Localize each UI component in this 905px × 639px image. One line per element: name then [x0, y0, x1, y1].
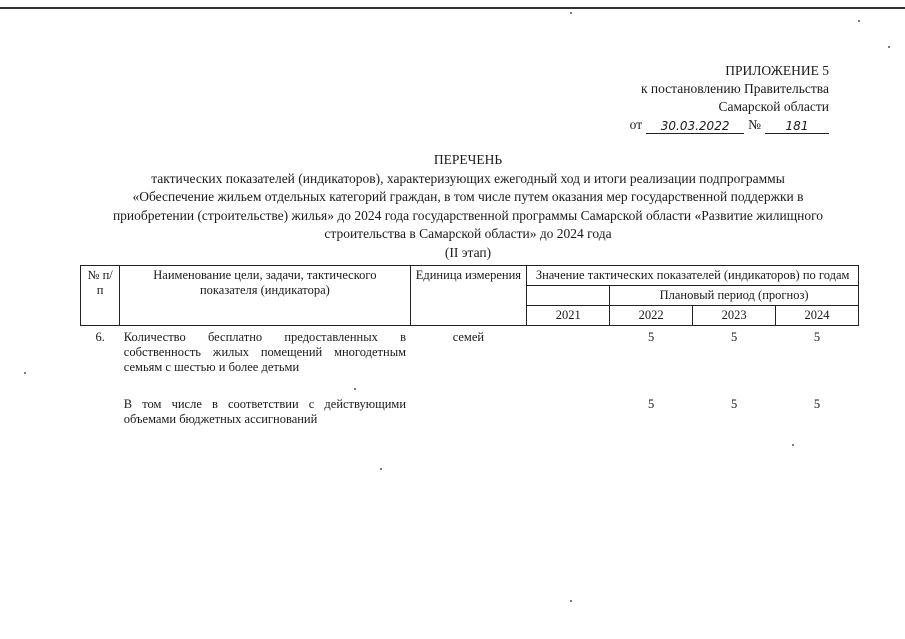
header-values-group: Значение тактических показателей (индикаторов) по годам: [527, 266, 859, 286]
handwritten-date: 30.03.2022: [646, 119, 744, 134]
scan-speck: [570, 12, 572, 14]
scan-speck: [792, 444, 794, 446]
row-value: 5: [730, 397, 738, 411]
date-prefix: от: [629, 117, 643, 132]
appendix-block: [589, 62, 829, 134]
heading-line-1: тактических показателей (индикаторов), характеризующих ежегодный ход и итоги реализации подпрограммы: [151, 170, 785, 186]
appendix-region-line: Самарской области: [718, 99, 829, 114]
document-heading: [90, 151, 846, 262]
handwritten-number: 181: [765, 119, 829, 134]
header-num: № п/п: [81, 266, 120, 326]
table-row: [81, 393, 859, 431]
scan-speck: [888, 46, 890, 48]
row-value: [527, 393, 610, 431]
scan-speck: [380, 468, 382, 470]
scan-speck: [24, 372, 26, 374]
header-unit: Единица измерения: [410, 266, 527, 326]
row-num: [81, 393, 120, 431]
header-year: 2022: [610, 306, 693, 326]
header-year: 2021: [527, 306, 610, 326]
scan-top-edge: [0, 7, 905, 9]
row-value: 5: [648, 397, 655, 411]
row-unit: [410, 393, 527, 431]
appendix-title: ПРИЛОЖЕНИЕ 5: [725, 63, 829, 78]
heading-line-2: «Обеспечение жильем отдельных категорий граждан, в том числе путем оказания мер государственной поддержки в: [132, 189, 804, 204]
number-prefix: №: [748, 117, 761, 132]
row-unit: семей: [452, 330, 485, 344]
row-value: [527, 326, 610, 380]
heading-line-5: (II этап): [444, 244, 492, 260]
scan-speck: [570, 600, 572, 602]
row-name: Количество бесплатно предоставленных в собственность жилых помещений многодетным семьям с шестью и более детьми: [123, 330, 407, 374]
row-num: 6.: [95, 330, 105, 344]
row-name: В том числе в соответствии с действующими объемами бюджетных ассигнований: [123, 397, 407, 426]
table-row: [81, 326, 859, 380]
heading-title: ПЕРЕЧЕНЬ: [433, 152, 503, 167]
header-name: Наименование цели, задачи, тактического показателя (индикатора): [120, 266, 410, 326]
heading-line-3: приобретении (строительстве) жилья» до 2024 года государственной программы Самарской области «Развитие жилищного: [112, 207, 824, 223]
scan-speck: [354, 388, 356, 390]
appendix-decree-line: к постановлению Правительства: [640, 81, 829, 96]
header-year: 2024: [776, 306, 859, 326]
row-value: 5: [730, 330, 738, 344]
header-year: 2023: [693, 306, 776, 326]
header-planned-period: Плановый период (прогноз): [610, 286, 859, 306]
scan-speck: [858, 20, 860, 22]
appendix-date-line: [589, 116, 829, 134]
heading-line-4: строительства в Самарской области» до 2024 года: [324, 226, 612, 241]
row-value: 5: [813, 397, 821, 411]
indicators-table: [80, 265, 859, 431]
row-value: 5: [648, 330, 655, 344]
row-value: 5: [813, 330, 821, 344]
